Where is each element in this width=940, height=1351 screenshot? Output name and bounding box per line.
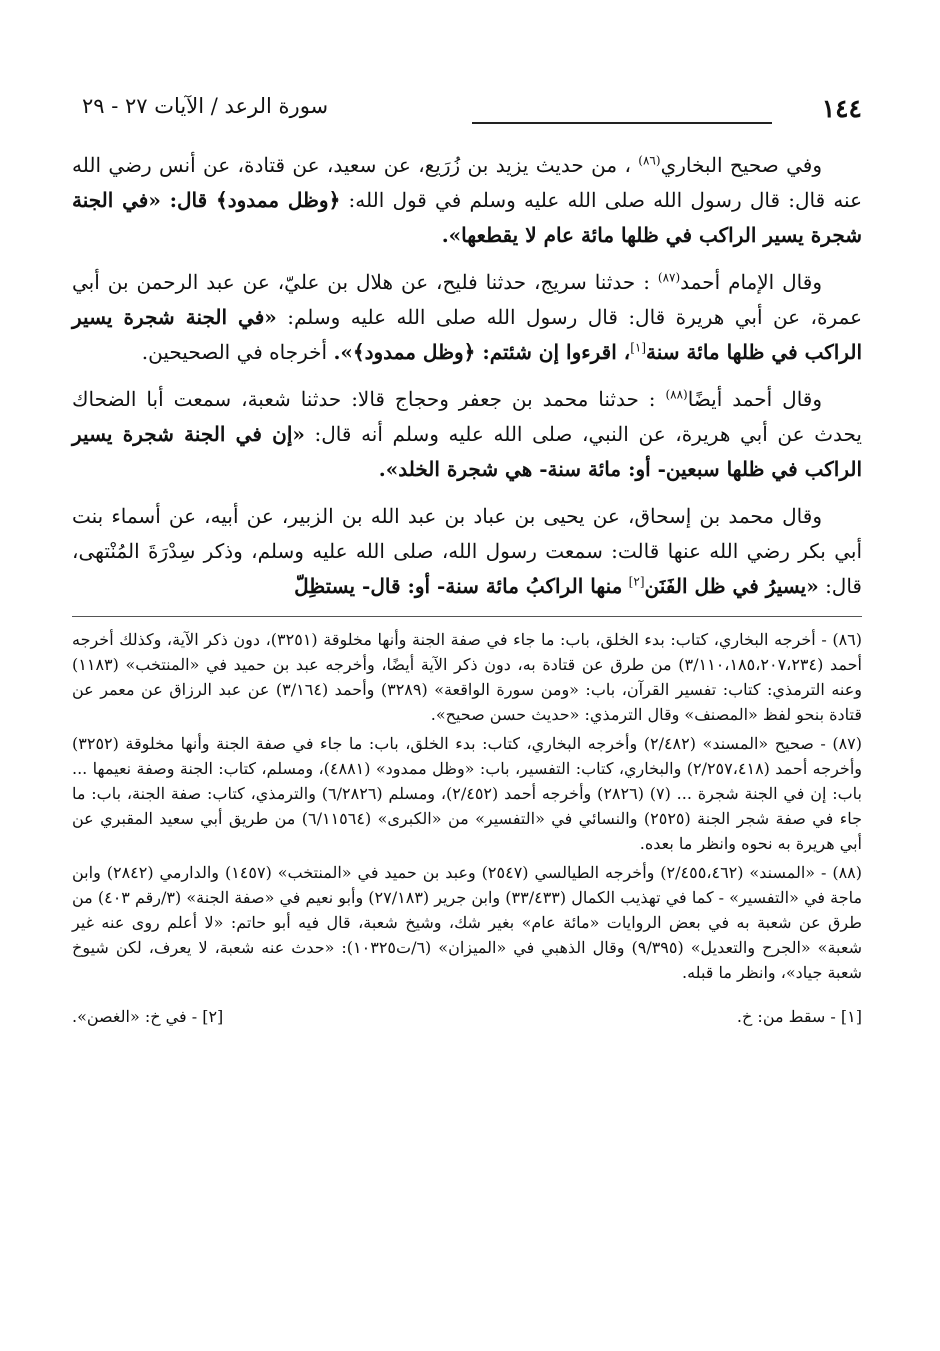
page-header [72, 88, 862, 128]
p2-text-rest: : حدثنا سريج، حدثنا فليح، عن هلال بن عليّ، عن عبد الرحمن بن أبي عمرة، عن أبي هريرة قال: قال رسول الله صلى الله عليه وسلم: [72, 270, 863, 329]
p4-quote: «يسيرُ في ظل الفَنَن [644, 574, 819, 598]
variant-ref-2[interactable]: [٢] [628, 574, 645, 589]
p4-quote-2: منها الراكبُ مائة سنة- أو: قال- يستظِلّ [294, 574, 623, 598]
paragraph-3 [72, 382, 862, 487]
running-title: سورة الرعد / الآيات ٢٧ - ٢٩ [82, 94, 329, 118]
footnotes [72, 616, 862, 985]
p3-text-rest: : حدثنا محمد بن جعفر وحجاج قالا: حدثنا شعبة، سمعت أبا الضحاك يحدث عن أبي هريرة، عن النبي، صلى الله عليه وسلم أنه قال: [72, 387, 862, 446]
p1-text: وفي صحيح البخاري [660, 153, 823, 177]
p1-text-rest: ، من حديث يزيد بن زُرَيع، عن سعيد، عن قتادة، عن أنس رضي الله عنه قال: قال رسول الله صلى الله عليه وسلم في قول الله: [72, 153, 863, 212]
header-rule [472, 122, 772, 124]
p3-text: وقال أحمد أيضًا [687, 387, 823, 411]
page-number: ١٤٤ [821, 94, 862, 123]
paragraph-4 [72, 499, 862, 604]
p2-text: وقال الإمام أحمد [680, 270, 822, 294]
p4-text: وقال محمد بن إسحاق، عن يحيى بن عباد بن عبد الله بن الزبير، عن أبيه، عن أسماء بنت أبي بكر رضي الله عنها قالت: سمعت رسول الله، صلى الله عليه وسلم، وذكر سِدْرَةَ المُنْتهى، قال: [72, 504, 862, 598]
p3-quote: «إن في الجنة شجرة يسير الراكب في ظلها سبعين- أو: مائة سنة- هي شجرة الخلد». [72, 422, 862, 481]
footnote-88: (٨٨) - «المسند» (٢/٤٥٥،٤٦٢) وأخرجه الطيالسي (٢٥٤٧) وعبد بن حميد في «المنتخب» (١٤٥٧) والدارمي (٢٨٤٢) وابن ماجة في «التفسير» - كما في تهذيب الكمال (٣٣/٤٣٣) وابن جرير (٢٧/١٨٣) وأبو نعيم في «صفة الجنة» (٣/رقم ٤٠٣) من طرق عن شعبة به في بعض الروايات «مائة عام» بغير شك، وشيخ شعبة، قال فيه أبو حاتم: «لا أعلم روى عنه غير شعبة» «الجرح والتعديل» (٩/٣٩٥) وقال الذهبي في «الميزان» (٦/ت١٠٣٢٥): «حدث عنه شعبة، لا يعرف، لكن شيوخ شعبة جياد»، وانظر ما قبله. [72, 863, 863, 982]
footnote-86: (٨٦) - أخرجه البخاري، كتاب: بدء الخلق، باب: ما جاء في صفة الجنة وأنها مخلوقة (٣٢٥١)، دون ذكر الآية، وكذلك أخرجه أحمد (٣/١١٠،١٨٥،٢٠٧،٢٣٤) من طرق عن قتادة به، دون ذكر الآية أيضًا، وأخرجه عبد بن حميد في «المنتخب» (١١٨٣) وعنه الترمذي: كتاب: تفسير القرآن، باب: «ومن سورة الواقعة» (٣٢٨٩) وأحمد (٣/١٦٤) عن عبد الرزاق عن معمر عن قتادة بنحو لفظ «المصنف» وقال الترمذي: «حديث حسن صحيح». [72, 630, 863, 724]
footnote-ref-88[interactable]: (٨٨) [665, 387, 688, 402]
book-page [72, 88, 862, 1026]
p2-end: أخرجاه في الصحيحين. [141, 340, 328, 364]
paragraph-2 [72, 265, 862, 370]
p1-quote: ﴿وظل ممدود﴾ قال: «في الجنة شجرة يسير الراكب في ظلها مائة عام لا يقطعها». [72, 188, 862, 247]
variant-note-1: [١] - سقط من: خ. [736, 1007, 862, 1026]
paragraph-1 [72, 148, 862, 253]
main-text [72, 148, 862, 604]
variant-note-2: [٢] - في خ: «الغصن». [72, 1007, 224, 1026]
footnote-ref-87[interactable]: (٨٧) [657, 270, 681, 285]
variant-ref-1[interactable]: [١] [630, 340, 647, 355]
p2-quote: «في الجنة شجرة يسير الراكب في ظلها مائة سنة [72, 305, 862, 364]
footnote-ref-86[interactable]: (٨٦) [638, 153, 661, 168]
p2-quote-2: ، اقرءوا إن شئتم: ﴿وظل ممدود﴾». [333, 340, 631, 364]
footnote-87: (٨٧) - صحيح «المسند» (٢/٤٨٢) وأخرجه البخاري، كتاب: بدء الخلق، باب: ما جاء في صفة الجنة وأنها مخلوقة (٣٢٥٢) وأخرجه أحمد (٢/٢٥٧،٤١٨) والبخاري، كتاب: التفسير، باب: «وظل ممدود» (٤٨٨١)، ومسلم، كتاب: الجنة وصفة نعيمها ... باب: إن في الجنة شجرة ... (٧) (٢٨٢٦) وأخرجه أحمد (٢/٤٥٢)، ومسلم (٦/٢٨٢٦) والترمذي، كتاب: صفة الجنة، باب: ما جاء في صفة شجر الجنة (٢٥٢٥) والنسائي في «التفسير» من «الكبرى» (٦/١١٥٦٤) من طريق أبي سعيد المقبري عن أبي هريرة به نحوه وانظر ما بعده. [72, 734, 863, 853]
manuscript-variants [72, 1007, 862, 1026]
